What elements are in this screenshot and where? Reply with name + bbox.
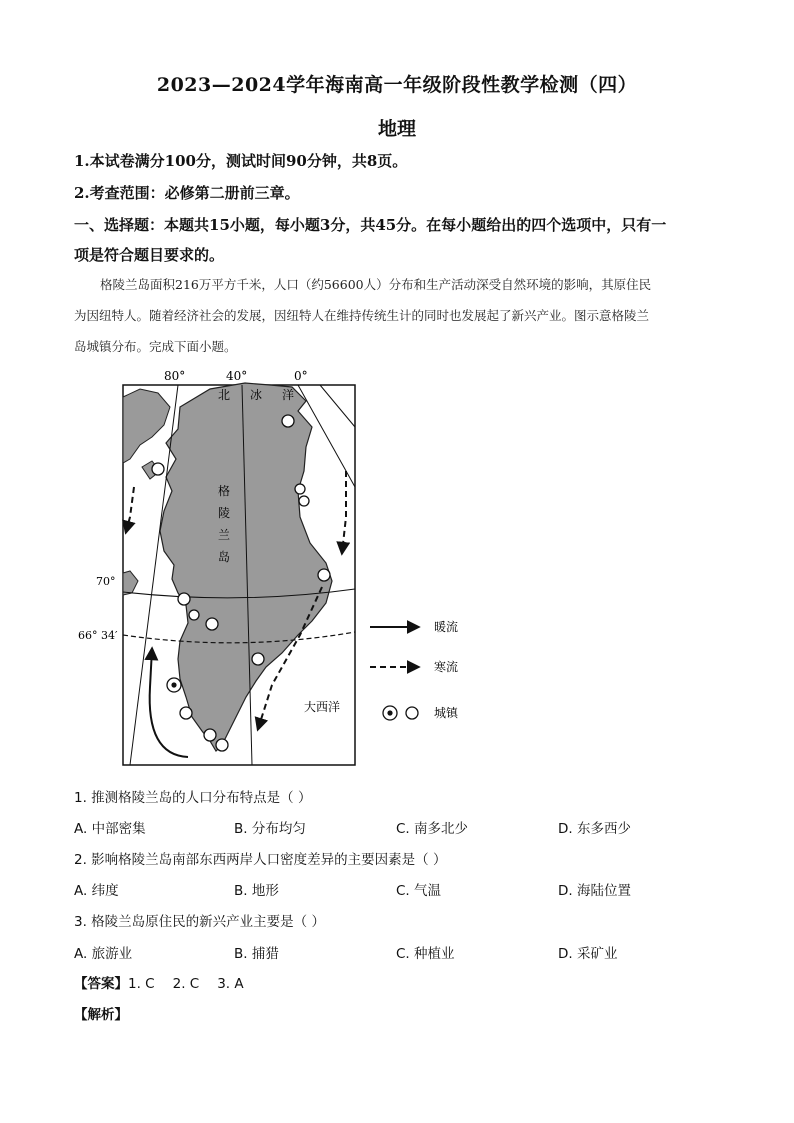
section-heading-cont: 项是符合题目要求的。 [74, 246, 225, 264]
q1-option-b[interactable]: B. 分布均匀 [234, 821, 306, 837]
map-legend [370, 619, 459, 720]
town-marker [152, 463, 164, 475]
lon-label-40: 40° [226, 369, 248, 383]
answer-item: 3. A [217, 976, 244, 992]
question-2-options [74, 879, 714, 899]
reading-passage [74, 269, 724, 362]
capital-marker [167, 678, 181, 692]
passage-line-2: 为因纽特人。随着经济社会的发展，因纽特人在维持传统生计的同时也发展起了新兴产业。图示意格陵兰 [74, 308, 650, 323]
island-name-4: 岛 [218, 550, 231, 564]
arctic-ocean-char-3: 洋 [282, 388, 295, 402]
island-name-1: 格 [218, 484, 231, 498]
town-marker [204, 729, 216, 741]
question-1-options [74, 817, 714, 837]
lat-label-70: 70° [96, 575, 116, 588]
q1-option-d[interactable]: D. 东多西少 [558, 821, 631, 837]
town-marker [318, 569, 330, 581]
exam-title: 2023—2024学年海南高一年级阶段性教学检测（四） [156, 74, 638, 96]
town-marker [206, 618, 218, 630]
q2-option-b[interactable]: B. 地形 [234, 883, 279, 899]
q2-option-d[interactable]: D. 海陆位置 [558, 883, 631, 899]
question-3-options [74, 942, 714, 962]
answer-tag: 【答案】 [74, 976, 128, 992]
town-marker [180, 707, 192, 719]
q2-option-a[interactable]: A. 纬度 [74, 883, 119, 899]
lat-label-arctic: 66° 34′ [78, 629, 118, 642]
arctic-ocean-char-1: 北 [218, 388, 231, 402]
analysis-tag: 【解析】 [74, 1007, 128, 1023]
q3-option-d[interactable]: D. 采矿业 [558, 946, 618, 962]
q3-option-a[interactable]: A. 旅游业 [74, 946, 133, 962]
answer-item: 1. C [128, 976, 155, 992]
passage-line-1: 格陵兰岛面积216万平方千米，人口（约56600人）分布和生产活动深受自然环境的影响，其原住民 [100, 277, 652, 292]
q1-option-a[interactable]: A. 中部密集 [74, 821, 146, 837]
arctic-ocean-char-2: 冰 [250, 388, 263, 402]
town-marker [252, 653, 264, 665]
town-marker [299, 496, 309, 506]
section-heading: 一、选择题：本题共15小题，每小题3分，共45分。在每小题给出的四个选项中，只有一 [74, 216, 667, 234]
q3-option-c[interactable]: C. 种植业 [396, 946, 455, 962]
q1-option-c[interactable]: C. 南多北少 [396, 821, 469, 837]
legend-town-label: 城镇 [434, 706, 459, 720]
atlantic-ocean-label: 大西洋 [304, 700, 341, 714]
legend-cold-label: 寒流 [434, 660, 459, 674]
q3-option-b[interactable]: B. 捕猎 [234, 946, 279, 962]
town-marker [295, 484, 305, 494]
subject-title: 地理 [377, 118, 416, 140]
legend-warm-label: 暖流 [434, 620, 459, 634]
lon-label-80: 80° [164, 369, 186, 383]
question-2-stem: 2. 影响格陵兰岛南部东西两岸人口密度差异的主要因素是（ ） [74, 852, 447, 868]
answer-item: 2. C [172, 976, 200, 992]
instruction-1: 1.本试卷满分100分，测试时间90分钟，共8页。 [74, 152, 408, 170]
q2-option-c[interactable]: C. 气温 [396, 883, 442, 899]
greenland-map [60, 367, 500, 775]
instruction-2: 2.考查范围：必修第二册前三章。 [74, 184, 300, 202]
town-marker [178, 593, 190, 605]
question-3-stem: 3. 格陵兰岛原住民的新兴产业主要是（ ） [74, 914, 325, 930]
town-marker [189, 610, 199, 620]
question-1-stem: 1. 推测格陵兰岛的人口分布特点是（ ） [74, 790, 312, 806]
answer-line [74, 972, 244, 992]
lon-label-0: 0° [294, 369, 308, 383]
town-marker [282, 415, 294, 427]
island-name-3: 兰 [218, 528, 231, 542]
passage-line-3: 岛城镇分布。完成下面小题。 [74, 339, 237, 354]
town-marker [216, 739, 228, 751]
island-name-2: 陵 [218, 506, 231, 520]
